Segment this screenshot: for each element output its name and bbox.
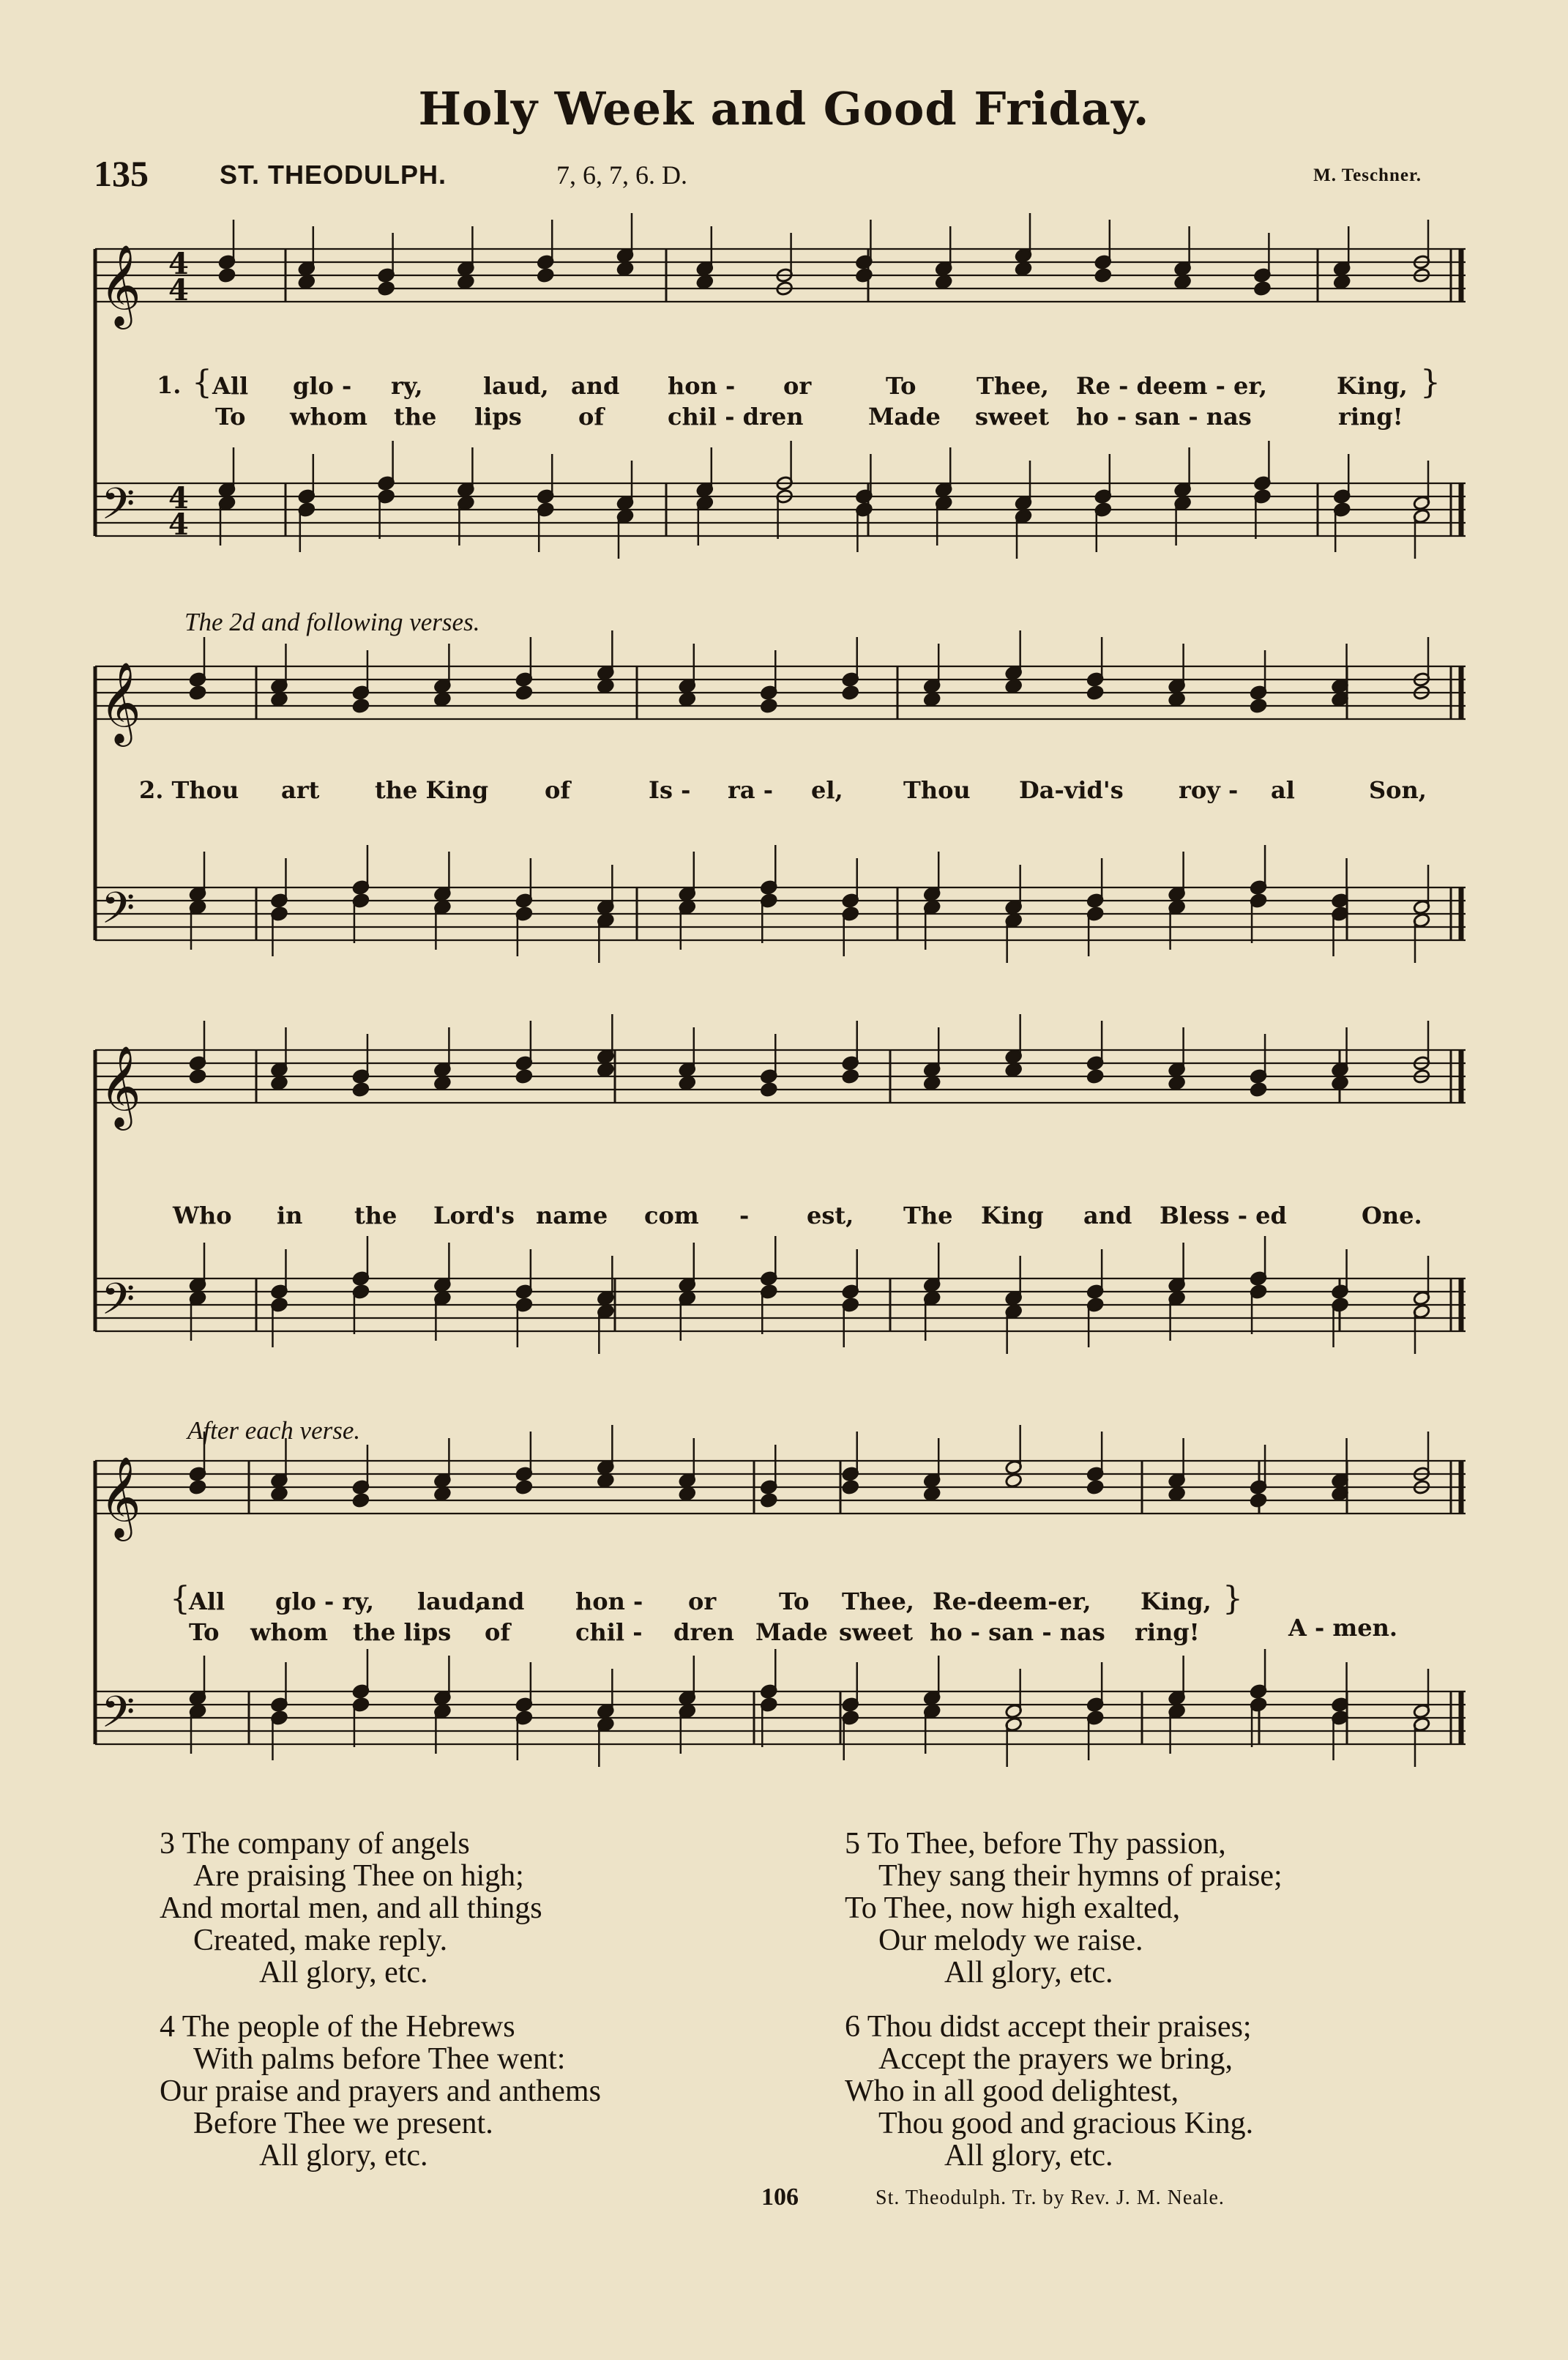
note-head <box>352 1493 370 1508</box>
note-head <box>855 268 873 283</box>
lyric-word: King, <box>1337 372 1408 400</box>
lyric-word: Re-deem-er, <box>933 1587 1091 1615</box>
composer: M. Teschner. <box>1313 165 1422 185</box>
lyric-word: ry, <box>391 372 423 400</box>
lyric-word: and <box>1083 1202 1132 1229</box>
lyric-word: the <box>354 1202 397 1229</box>
lyric-word: To <box>215 403 246 431</box>
bass-clef: 𝄢 <box>101 1686 135 1748</box>
lyric-word: whom <box>250 1618 329 1646</box>
note-head <box>679 692 696 707</box>
lyric-word: laud, <box>417 1587 483 1615</box>
verse-refrain: All glory, etc. <box>259 1956 428 1989</box>
note-head <box>218 268 236 283</box>
time-signature: 4 <box>168 481 189 515</box>
note-head <box>537 268 554 283</box>
bass-clef: 𝄢 <box>101 478 135 540</box>
note-head <box>1094 268 1112 283</box>
lyric-word: ring! <box>1338 403 1403 431</box>
verse-refrain: All glory, etc. <box>944 2139 1113 2173</box>
treble-clef: 𝄞 <box>100 661 141 743</box>
lyric-word: whom <box>290 403 368 431</box>
lyric-word: in <box>277 1202 303 1229</box>
lyric-word: All <box>189 1587 225 1615</box>
lyric-word: Da-vid's <box>1019 776 1124 804</box>
lyric-word: sweet <box>839 1618 914 1646</box>
verse-refrain: All glory, etc. <box>944 1956 1113 1989</box>
note-head <box>597 1473 614 1489</box>
note-head <box>923 692 941 707</box>
note-head <box>433 692 451 707</box>
note-head <box>1253 281 1271 297</box>
lyric-word: King <box>981 1202 1044 1229</box>
verse-line: 6 Thou didst accept their praises; <box>845 2010 1252 2044</box>
verse-line: With palms before Thee went: <box>193 2042 566 2076</box>
note-head <box>1333 275 1351 290</box>
note-after-each-verse: After each verse. <box>187 1416 361 1445</box>
lyric-brace-left: { <box>170 1580 190 1618</box>
treble-clef: 𝄞 <box>100 1045 141 1127</box>
bass-clef: 𝄢 <box>101 1273 135 1335</box>
note-head <box>189 1069 206 1084</box>
verses-right-column <box>845 1828 1283 2172</box>
lyric-word: chil - dren <box>668 403 804 431</box>
lyric-brace-left: { <box>192 364 212 401</box>
verse-line: 3 The company of angels <box>160 1827 470 1861</box>
verse-refrain: All glory, etc. <box>259 2139 428 2173</box>
lyric-word: com <box>644 1202 699 1229</box>
note-head <box>1168 692 1186 707</box>
lyric-word: ho - san - nas <box>930 1618 1105 1646</box>
note-head <box>378 281 395 297</box>
note-head <box>760 1493 777 1508</box>
lyric-word: of <box>545 776 571 804</box>
note-head <box>515 1480 533 1495</box>
treble-clef: 𝄞 <box>100 244 141 326</box>
note-head <box>189 685 206 701</box>
note-head <box>271 692 288 707</box>
verse-line: Thou good and gracious King. <box>878 2107 1254 2140</box>
lyric-word: To <box>779 1587 810 1615</box>
lyric-word: The <box>903 1202 953 1229</box>
note-head <box>842 1069 859 1084</box>
lyric-word: the lips <box>353 1618 452 1646</box>
lyric-word: name <box>536 1202 608 1229</box>
time-signature: 4 <box>168 247 189 281</box>
lyric-word: Son, <box>1369 776 1427 804</box>
lyric-word: chil - <box>575 1618 643 1646</box>
verse-5 <box>845 1828 1283 1989</box>
lyric-word: ra - <box>728 776 774 804</box>
note-head <box>597 1062 614 1078</box>
verse-line: Who in all good delightest, <box>845 2074 1179 2108</box>
lyric-word: ho - san - nas <box>1076 403 1252 431</box>
page-title: Holy Week and Good Friday. <box>418 82 1150 135</box>
verse-line: Before Thee we present. <box>193 2107 493 2140</box>
note-head <box>1250 699 1267 714</box>
lyric-word: Bless - ed <box>1160 1202 1287 1229</box>
hymn-number: 135 <box>94 153 149 194</box>
verses-left-column <box>160 1828 601 2172</box>
lyric-brace-right: } <box>1222 1580 1243 1618</box>
note-head <box>189 1480 206 1495</box>
note-head <box>271 1486 288 1502</box>
note-head <box>352 1082 370 1098</box>
page-number: 106 <box>761 2184 799 2211</box>
note-head <box>433 1076 451 1091</box>
hymn-meter: 7, 6, 7, 6. D. <box>556 160 687 190</box>
note-head <box>1332 1076 1349 1091</box>
lyric-word: the <box>394 403 437 431</box>
note-head <box>923 1486 941 1502</box>
lyric-word: Thou <box>903 776 971 804</box>
note-head <box>1005 1473 1023 1489</box>
verse-line: They sang their hymns of praise; <box>878 1859 1283 1893</box>
lyric-word: King, <box>1140 1587 1212 1615</box>
bass-clef: 𝄢 <box>101 882 135 944</box>
note-head <box>679 1486 696 1502</box>
note-head <box>1015 261 1032 277</box>
lyric-word: - <box>739 1202 750 1229</box>
lyric-word: 2. Thou <box>139 776 239 804</box>
lyric-word: or <box>783 372 812 400</box>
verse-line: And mortal men, and all things <box>160 1891 542 1925</box>
note-head <box>1168 1076 1186 1091</box>
lyric-word: el, <box>811 776 843 804</box>
note-head <box>679 1076 696 1091</box>
lyric-word: Is - <box>649 776 691 804</box>
lyric-word: Thee, <box>842 1587 914 1615</box>
note-head <box>760 699 777 714</box>
verse-line: Our praise and prayers and anthems <box>160 2074 601 2108</box>
verse-4 <box>160 2011 601 2172</box>
lyric-word: ring! <box>1135 1618 1200 1646</box>
note-head <box>760 1082 777 1098</box>
note-head <box>433 1486 451 1502</box>
tune-name: ST. THEODULPH. <box>220 160 447 190</box>
verse-line: Our melody we raise. <box>878 1924 1143 1957</box>
lyric-word: of <box>578 403 605 431</box>
lyric-word: hon - <box>575 1587 643 1615</box>
note-head <box>298 275 316 290</box>
verse-line: To Thee, now high exalted, <box>845 1891 1181 1925</box>
lyric-word: To <box>189 1618 220 1646</box>
note-head <box>1250 1493 1267 1508</box>
lyric-word: One. <box>1362 1202 1422 1229</box>
note-head <box>616 261 634 277</box>
treble-clef: 𝄞 <box>100 1456 141 1538</box>
note-head <box>923 1076 941 1091</box>
lyric-brace-right: } <box>1420 364 1441 401</box>
verse-line: Are praising Thee on high; <box>193 1859 524 1893</box>
lyric-word: Lord's <box>433 1202 515 1229</box>
note-head <box>1086 1069 1104 1084</box>
lyric-word: Made <box>868 403 941 431</box>
note-head <box>271 1076 288 1091</box>
lyric-word: Thee, <box>977 372 1049 400</box>
verse-3 <box>160 1828 601 1989</box>
attribution: St. Theodulph. Tr. by Rev. J. M. Neale. <box>876 2186 1225 2209</box>
lyric-word: Re - deem - er, <box>1076 372 1268 400</box>
lyric-word: To <box>886 372 916 400</box>
lyric-word: and <box>476 1587 525 1615</box>
note-head <box>1005 679 1023 694</box>
note-head <box>352 699 370 714</box>
time-signature: 4 <box>168 273 189 308</box>
lyric-word: roy - <box>1179 776 1239 804</box>
lyric-word: or <box>688 1587 717 1615</box>
note-second-verses: The 2d and following verses. <box>184 608 480 636</box>
note-head <box>1250 1082 1267 1098</box>
lyric-word: All <box>212 372 249 400</box>
note-head <box>1174 275 1192 290</box>
verse-line: Created, make reply. <box>193 1924 448 1957</box>
lyric-word: glo - ry, <box>275 1587 374 1615</box>
note-head <box>935 275 952 290</box>
note-head <box>1086 1480 1104 1495</box>
verse-line: 5 To Thee, before Thy passion, <box>845 1827 1226 1861</box>
lyric-word: Who <box>173 1202 232 1229</box>
lyric-word: and <box>571 372 620 400</box>
verse-number: 1. <box>157 371 182 399</box>
note-head <box>842 685 859 701</box>
note-head <box>597 679 614 694</box>
lyric-word: glo - <box>293 372 352 400</box>
lyric-word: art <box>281 776 320 804</box>
note-head <box>842 1480 859 1495</box>
lyric-word: dren <box>673 1618 734 1646</box>
amen-lyric: A - men. <box>1288 1614 1398 1642</box>
lyric-word: the King <box>375 776 489 804</box>
verse-line: 4 The people of the Hebrews <box>160 2010 515 2044</box>
lyric-word: laud, <box>483 372 549 400</box>
lyric-word: lips <box>474 403 522 431</box>
lyric-word: Made <box>755 1618 828 1646</box>
note-head <box>1086 685 1104 701</box>
lyric-word: sweet <box>975 403 1050 431</box>
note-head <box>515 1069 533 1084</box>
lyric-word: est, <box>807 1202 854 1229</box>
verse-6 <box>845 2011 1283 2172</box>
lyric-word: al <box>1271 776 1295 804</box>
note-head <box>696 275 714 290</box>
note-head <box>515 685 533 701</box>
time-signature: 4 <box>168 507 189 542</box>
lyric-word: of <box>485 1618 511 1646</box>
note-head <box>1168 1486 1186 1502</box>
note-head <box>457 275 474 290</box>
lyric-word: hon - <box>668 372 736 400</box>
verse-line: Accept the prayers we bring, <box>878 2042 1233 2076</box>
note-head <box>1005 1062 1023 1078</box>
